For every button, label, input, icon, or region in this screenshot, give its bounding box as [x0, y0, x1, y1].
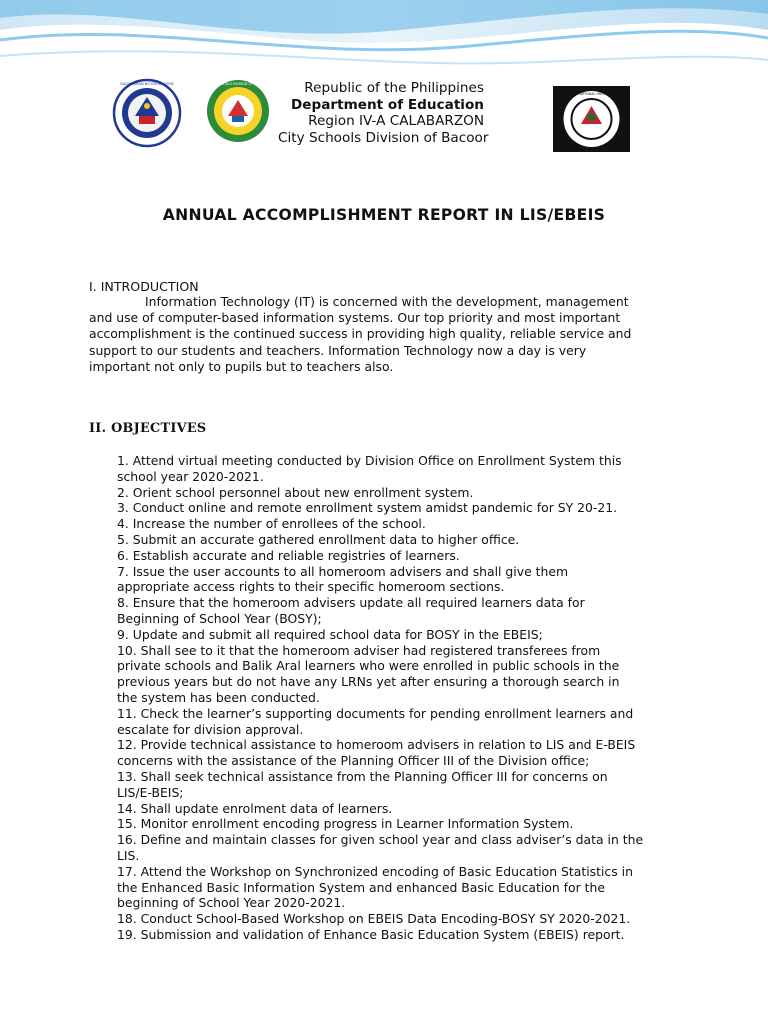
- objective-line: LIS/E-BEIS;: [117, 784, 184, 800]
- objective-line: 13. Shall seek technical assistance from the Planning Officer III for concerns on: [117, 768, 608, 784]
- deped-seal-text: KAGAWARAN NG EDUKASYON: [120, 82, 174, 86]
- objective-line: 17. Attend the Workshop on Synchronized encoding of Basic Education Statistics in: [117, 863, 633, 879]
- intro-line: important not only to pupils but to teachers also.: [89, 358, 394, 374]
- objective-line: school year 2020-2021.: [117, 468, 264, 484]
- objective-line: the system has been conducted.: [117, 689, 320, 705]
- agency-header: [278, 80, 489, 146]
- objective-line: 2. Orient school personnel about new enrollment system.: [117, 484, 474, 500]
- objective-line: LIS.: [117, 847, 140, 863]
- objective-line: previous years but do not have any LRNs yet after ensuring a thorough search in: [117, 674, 620, 690]
- objectives-heading: II. OBJECTIVES: [89, 421, 207, 436]
- objective-line: 7. Issue the user accounts to all homeroom advisers and shall give them: [117, 563, 569, 579]
- objective-line: 12. Provide technical assistance to homeroom advisers in relation to LIS and E-BEIS: [117, 737, 636, 753]
- division-seal-logo: [198, 78, 278, 144]
- report-title: ANNUAL ACCOMPLISHMENT REPORT IN LIS/EBEIS: [162, 206, 606, 224]
- objective-line: 16. Define and maintain classes for given school year and class adviser’s data in the: [117, 832, 644, 848]
- objective-line: 9. Update and submit all required school data for BOSY in the EBEIS;: [117, 626, 543, 642]
- school-seal-text: BACOOR NATIONAL HIGH SCHOOL: [562, 92, 621, 96]
- intro-line: Information Technology (IT) is concerned with the development, management: [145, 294, 629, 309]
- header-line-division: City Schools Division of Bacoor: [278, 129, 489, 146]
- objectives-list: [117, 453, 697, 943]
- intro-line: support to our students and teachers. Information Technology now a day is very: [89, 342, 587, 358]
- objective-line: 3. Conduct online and remote enrollment system amidst pandemic for SY 20-21.: [117, 500, 618, 516]
- objective-line: 8. Ensure that the homeroom advisers update all required learners data for: [117, 595, 585, 611]
- division-seal-text: CITY SCHOOLS DIVISION OF BACOOR: [208, 82, 268, 86]
- intro-line: accomplishment is the continued success in providing high quality, reliable service and: [89, 326, 632, 342]
- objective-line: escalate for division approval.: [117, 721, 304, 737]
- header-line-republic: Republic of the Philippines: [304, 80, 484, 96]
- school-seal-logo: [553, 86, 630, 152]
- objective-line: appropriate access rights to their specific homeroom sections.: [117, 579, 505, 595]
- objective-line: concerns with the assistance of the Planning Officer III of the Division office;: [117, 753, 590, 769]
- objective-line: 5. Submit an accurate gathered enrollment data to higher office.: [117, 531, 520, 547]
- intro-line: and use of computer-based information systems. Our top priority and most important: [89, 310, 621, 326]
- objective-line: Beginning of School Year (BOSY);: [117, 610, 322, 626]
- header-line-region: Region IV-A CALABARZON: [308, 113, 484, 129]
- objective-line: private schools and Balik Aral learners who were enrolled in public schools in the: [117, 658, 620, 674]
- objective-line: 18. Conduct School-Based Workshop on EBEIS Data Encoding-BOSY SY 2020-2021.: [117, 911, 631, 927]
- objective-line: 1. Attend virtual meeting conducted by Division Office on Enrollment System this: [117, 453, 622, 468]
- objective-line: 15. Monitor enrollment encoding progress in Learner Information System.: [117, 816, 574, 832]
- objective-line: beginning of School Year 2020-2021.: [117, 895, 346, 911]
- objective-line: the Enhanced Basic Information System and enhanced Basic Education for the: [117, 879, 605, 895]
- introduction-paragraph: [89, 294, 679, 375]
- deped-seal-logo: [103, 78, 191, 148]
- header-banner: [0, 0, 768, 70]
- objective-line: 10. Shall see to it that the homeroom adviser had registered transferees from: [117, 642, 601, 658]
- objective-line: 6. Establish accurate and reliable registries of learners.: [117, 547, 460, 563]
- objective-line: 14. Shall update enrolment data of learners.: [117, 800, 393, 816]
- objective-line: 4. Increase the number of enrollees of the school.: [117, 516, 426, 532]
- objective-line: 19. Submission and validation of Enhance Basic Education System (EBEIS) report.: [117, 926, 625, 942]
- header-line-department: Department of Education: [291, 96, 484, 113]
- introduction-heading: I. INTRODUCTION: [89, 279, 199, 294]
- objective-line: 11. Check the learner’s supporting documents for pending enrollment learners and: [117, 705, 634, 721]
